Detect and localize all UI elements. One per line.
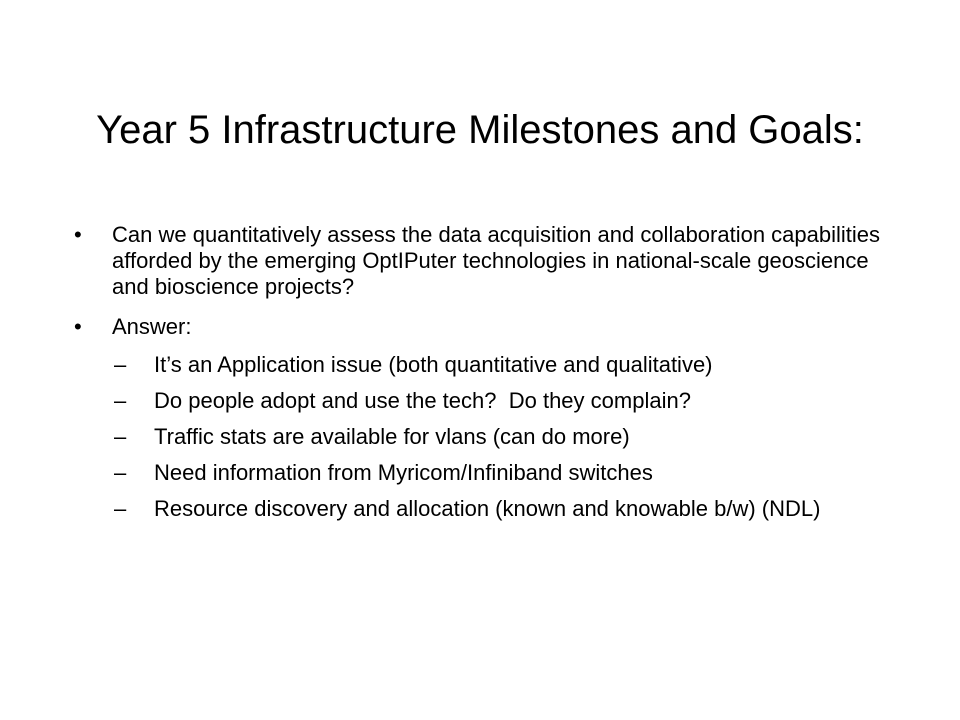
sub-bullet-item — [72, 388, 902, 414]
bullet-marker: • — [74, 222, 82, 247]
sub-bullet-item — [72, 352, 902, 378]
bullet-marker: • — [74, 314, 82, 339]
sub-bullet-item — [72, 424, 902, 450]
bullet-text: Can we quantitatively assess the data acquisition and collaboration capabilities afforded by the emerging OptIPuter technologies in national-scale geoscience and bioscience projects? — [112, 222, 881, 299]
sub-bullet-text: It’s an Application issue (both quantitative and qualitative) — [154, 352, 713, 377]
slide-content — [72, 222, 902, 532]
slide-title: Year 5 Infrastructure Milestones and Goals: — [96, 108, 864, 152]
bullet-item — [72, 314, 902, 340]
dash-marker: – — [114, 496, 127, 521]
sub-bullet-text: Need information from Myricom/Infiniband switches — [154, 460, 653, 485]
sub-bullet-text: Resource discovery and allocation (known and knowable b/w) (NDL) — [154, 496, 821, 521]
dash-marker: – — [114, 460, 127, 485]
sub-bullet-item — [72, 460, 902, 486]
sub-bullet-text: Do people adopt and use the tech? Do they complain? — [154, 388, 691, 413]
dash-marker: – — [114, 388, 127, 413]
sub-bullet-text: Traffic stats are available for vlans (can do more) — [154, 424, 630, 449]
dash-marker: – — [114, 424, 127, 449]
bullet-text: Answer: — [112, 314, 192, 339]
bullet-item — [72, 222, 902, 300]
dash-marker: – — [114, 352, 127, 377]
sub-bullet-list — [72, 352, 902, 522]
sub-bullet-item — [72, 496, 902, 522]
